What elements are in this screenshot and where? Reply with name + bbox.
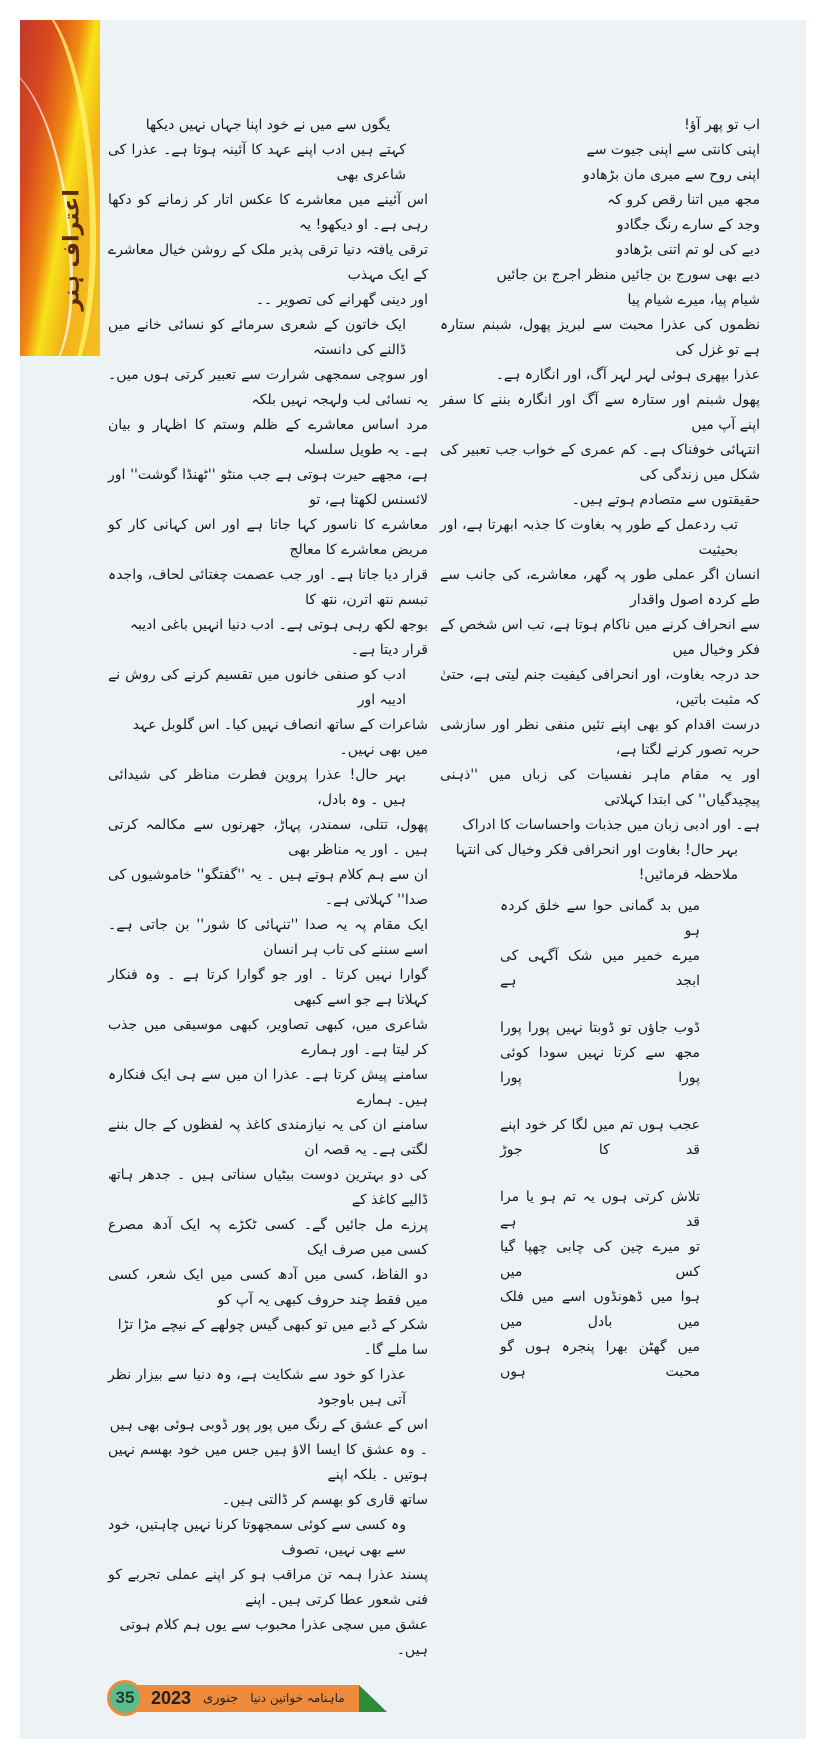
verse-line: میرے خمیر میں شک آگہی کی ابجد ہے [500, 948, 700, 989]
right-text-column [440, 113, 760, 1407]
right-column-lines [440, 113, 760, 888]
text-line: اور سوچی سمجھی شرارت سے تعبیر کرتی ہوں میں۔ یہ نسائی لب ولہجہ نہیں بلکہ [108, 367, 428, 408]
verse-stanza [500, 1185, 700, 1385]
text-line: ادب کو صنفی خانوں میں تقسیم کرنے کی روش نے ادیبہ اور [108, 667, 406, 708]
text-line: گوارا نہیں کرتا ۔ اور جو گوارا کرتا ہے ۔ وہ فنکار کہلاتا ہے جو اسے کبھی [108, 967, 428, 1008]
text-line: پھول شبنم اور ستارہ سے آگ اور انگارہ بننے کا سفر اپنے آپ میں [440, 392, 760, 433]
verse-stanza [500, 1113, 700, 1163]
text-line: سامنے ان کی یہ نیازمندی کاغذ پہ لفظوں کے جال بننے لگتی ہے۔ یہ قصہ ان [108, 1117, 428, 1158]
verse-line: تو میرے چین کی چابی چھپا گیا کس میں [500, 1239, 700, 1280]
text-line: دو الفاظ، کسی میں آدھ کسی میں ایک شعر، کسی میں فقط چند حروف کبھی یہ آپ کو [108, 1267, 428, 1308]
text-line: نظموں کی عذرا محبت سے لبریز پھول، شبنم ستارہ ہے تو غزل کی [440, 317, 760, 358]
verse-line: ڈوب جاؤں تو ڈوبتا نہیں پورا پورا [500, 1020, 700, 1036]
text-line: مجھ میں اتنا رقص کرو کہ [607, 192, 760, 208]
left-text-column [108, 113, 428, 1663]
page-number: 35 [107, 1680, 143, 1716]
text-line: یگوں سے میں نے خود اپنا جہاں نہیں دیکھا [145, 117, 391, 133]
text-line: انسان اگر عملی طور پہ گھر، معاشرے، کی جانب سے طے کردہ اصول واقدار [440, 567, 760, 608]
verse-line: تلاش کرتی ہوں یہ تم ہو یا مرا قد ہے [500, 1189, 700, 1230]
text-line: بہر حال! عذرا پروین فطرت مناظر کی شیدائی ہیں ۔ وہ بادل، [108, 767, 406, 808]
verses-block [440, 894, 760, 1385]
text-line: عذرا کو خود سے شکایت ہے، وہ دنیا سے بیزار نظر آتی ہیں باوجود [108, 1367, 406, 1408]
text-line: ساتھ قاری کو بھسم کر ڈالتی ہیں۔ [221, 1492, 428, 1508]
text-line: حقیقتوں سے متصادم ہوتے ہیں۔ [571, 492, 760, 508]
text-line: اس کے عشق کے رنگ میں پور پور ڈوبی ہوئی بھی ہیں [109, 1417, 428, 1433]
text-line: حد درجہ بغاوت، اور انحرافی کیفیت جنم لیتی ہے، حتیٰ کہ مثبت باتیں، [440, 667, 760, 708]
text-line: انتہائی خوفناک ہے۔ کم عمری کے خواب جب تعبیر کی شکل میں زندگی کی [440, 442, 760, 483]
verse-line: ہوا میں ڈھونڈوں اسے میں فلک میں بادل میں [500, 1289, 700, 1330]
text-line: ایک مقام پہ یہ صدا ''تنہائی کا شور'' بن جاتی ہے۔ اسے سننے کی تاب ہر انسان [108, 917, 428, 958]
text-line: ترقی یافتہ دنیا ترقی پذیر ملک کے روشن خیال معاشرے کے ایک مہذب [108, 242, 428, 283]
section-banner [20, 20, 100, 356]
text-line: اپنی کانتی سے اپنی جیوت سے [586, 142, 760, 158]
text-line: مرد اساس معاشرے کے ظلم وستم کا اظہار و بیان ہے۔ یہ طویل سلسلہ [108, 417, 428, 458]
text-line: دیے کی لو تم اتنی بڑھادو [616, 242, 760, 258]
page-footer [107, 1681, 760, 1715]
text-line: وجد کے سارے رنگ جگادو [616, 217, 760, 233]
text-line: اب تو پھر آؤ! [684, 117, 760, 133]
text-line: عشق میں سچی عذرا محبوب سے یوں ہم کلام ہوتی ہیں۔ [119, 1617, 428, 1658]
text-line: شکر کے ڈبے میں تو کبھی گیس چولھے کے نیچے مڑا تڑا سا ملے گا۔ [117, 1317, 428, 1358]
text-line: ۔ وہ عشق کا ایسا الاؤ ہیں جس میں خود بھسم نہیں ہوتیں ۔ بلکہ اپنے [108, 1442, 428, 1483]
verse-stanza [500, 1016, 700, 1091]
text-line: پسند عذرا ہمہ تن مراقب ہو کر اپنے عملی تجربے کو فنی شعور عطا کرتی ہیں۔ اپنے [108, 1567, 428, 1608]
issue-year: 2023 [151, 1687, 192, 1708]
text-line: اس آئینے میں معاشرے کا عکس اتار کر زمانے کو دکھا رہی ہے۔ او دیکھو! یہ [108, 192, 428, 233]
verse-line: عجب ہوں تم میں لگا کر خود اپنے قد کا جوڑ [500, 1117, 700, 1158]
text-line: شاعری میں، کبھی تصاویر، کبھی موسیقی میں جذب کر لیتا ہے۔ اور ہمارے [108, 1017, 428, 1058]
text-line: بوجھ لکھ رہی ہوتی ہے۔ ادب دنیا انہیں باغی ادیبہ قرار دیتا ہے۔ [129, 617, 428, 658]
text-line: عذرا بپھری ہوئی لہر لہر آگ، اور انگارہ ہے۔ [495, 367, 760, 383]
text-line: شیام پیا، میرے شیام پیا [627, 292, 760, 308]
footer-banner-tail [359, 1685, 387, 1712]
text-line: ایک خاتون کے شعری سرمائے کو نسائی خانے میں ڈالنے کی دانستہ [108, 317, 406, 358]
text-line: معاشرے کا ناسور کہا جاتا ہے اور اس کہانی کار کو مریض معاشرے کا معالج [108, 517, 428, 558]
magazine-name: ماہنامہ خواتین دنیا [250, 1691, 345, 1705]
text-line: سے انحراف کرنے میں ناکام ہوتا ہے، تب اس شخص کے فکر وخیال میں [440, 617, 760, 658]
verse-line: مجھ سے کرتا نہیں سودا کوئی پورا پورا [500, 1045, 700, 1086]
text-columns [107, 113, 760, 1663]
text-line: کی دو بہترین دوست بیٹیاں سناتی ہیں ۔ جدھر ہاتھ ڈالیے کاغذ کے [108, 1167, 428, 1208]
verse-line: میں گھٹن بھرا پنجرہ ہوں گو محبت ہوں [500, 1339, 700, 1380]
text-line: کہتے ہیں ادب اپنے عہد کا آئینہ ہوتا ہے۔ عذرا کی شاعری بھی [108, 142, 406, 183]
text-line: ہے، مجھے حیرت ہوتی ہے جب منٹو ''ٹھنڈا گوشت'' اور لائسنس لکھتا ہے، تو [108, 467, 428, 508]
footer-banner [135, 1685, 359, 1712]
text-line: قرار دیا جاتا ہے۔ اور جب عصمت چغتائی لحاف، واجدہ تبسم نتھ اترن، نتھ کا [108, 567, 428, 608]
verse-stanza [500, 894, 700, 994]
page-background [20, 20, 806, 1739]
section-title: اعتراف ہنر [59, 189, 85, 311]
text-line: ہے۔ اور ادبی زبان میں جذبات واحساسات کا ادراک [462, 817, 760, 833]
text-line: پھول، تتلی، سمندر، پہاڑ، جھرنوں سے مکالمہ کرتی ہیں ۔ اور یہ مناظر بھی [108, 817, 428, 858]
text-line: بہر حال! بغاوت اور انحرافی فکر وخیال کی انتہا ملاحظہ فرمائیں! [455, 842, 738, 883]
text-line: اپنی روح سے میری مان بڑھادو [582, 167, 760, 183]
text-line: تب ردعمل کے طور پہ بغاوت کا جذبہ ابھرتا ہے، اور بحیثیت [440, 517, 738, 558]
text-line: ان سے ہم کلام ہوتے ہیں ۔ یہ ''گفتگو'' خاموشیوں کی صدا'' کہلاتی ہے۔ [108, 867, 428, 908]
text-line: پرزے مل جائیں گے۔ کسی ٹکڑے پہ ایک آدھ مصرع کسی میں صرف ایک [108, 1217, 428, 1258]
text-line: دیے بھی سورج بن جائیں منظر اجرج بن جائیں [496, 267, 760, 283]
text-line: سامنے پیش کرتا ہے۔ عذرا ان میں سے ہی ایک فنکارہ ہیں۔ ہمارے [108, 1067, 428, 1108]
verse-line: میں بد گمانی حوا سے خلق کردہ ہو [500, 898, 700, 939]
text-line: درست اقدام کو بھی اپنے تئیں منفی نظر اور سازشی حربہ تصور کرنے لگتا ہے، [440, 717, 760, 758]
text-line: وہ کسی سے کوئی سمجھوتا کرنا نہیں چاہتیں، خود سے بھی نہیں، تصوف [108, 1517, 406, 1558]
text-line: شاعرات کے ساتھ انصاف نہیں کیا۔ اس گلوبل عہد میں بھی نہیں۔ [132, 717, 428, 758]
text-line: اور دینی گھرانے کی تصویر ۔۔ [255, 292, 428, 308]
text-line: اور یہ مقام ماہر نفسیات کی زباں میں ''ذہنی پیچیدگیاں'' کی ابتدا کہلاتی [440, 767, 760, 808]
issue-month: جنوری [203, 1690, 239, 1706]
